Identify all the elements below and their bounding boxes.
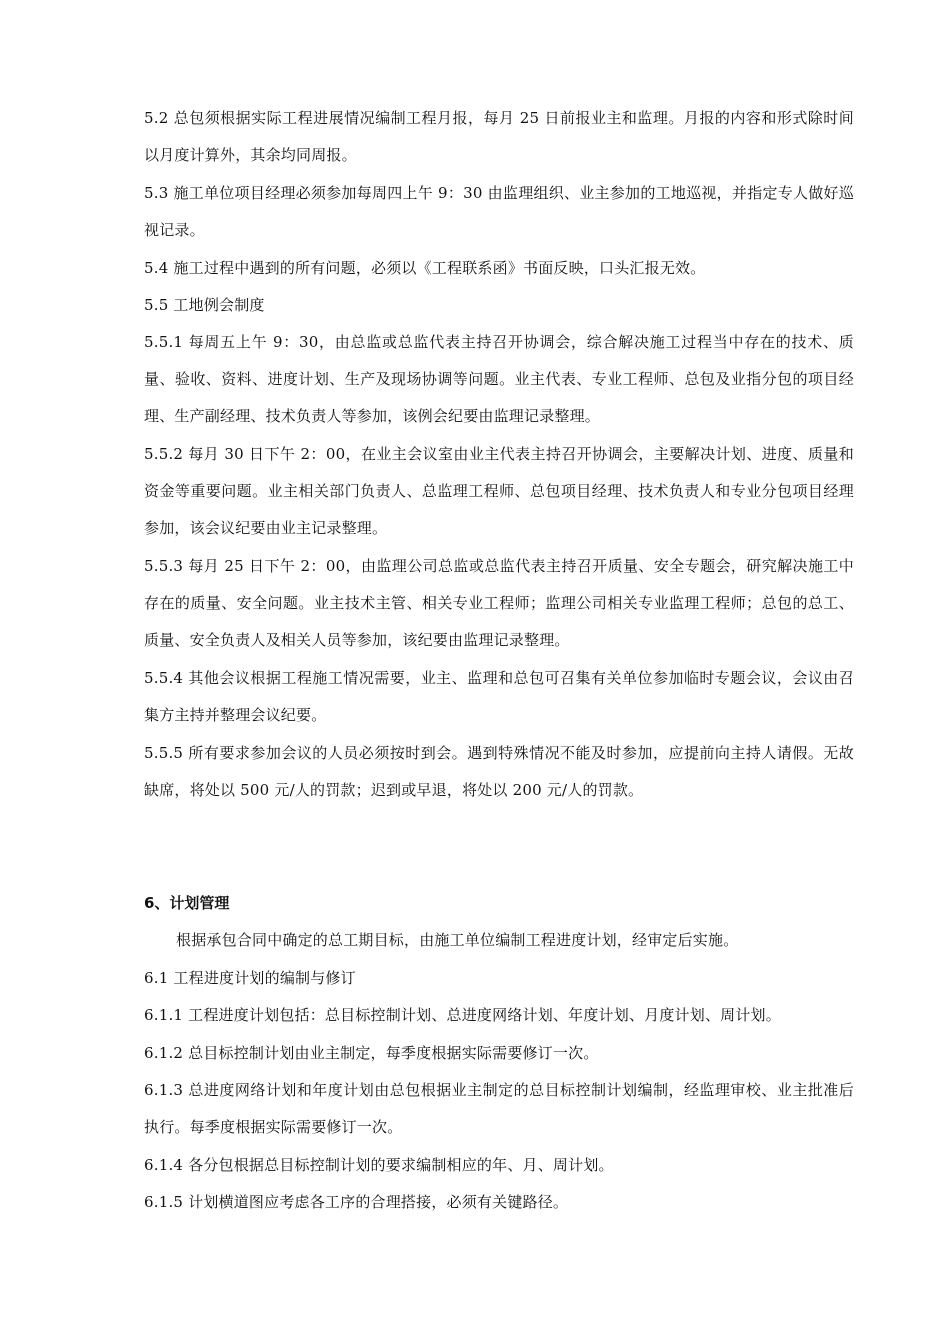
section-6-heading: 6、计划管理	[144, 894, 230, 912]
paragraph-5-5: 5.5 工地例会制度	[144, 296, 265, 314]
paragraph-5-2: 5.2 总包须根据实际工程进展情况编制工程月报，每月 25 日前报业主和监理。月报的内容和形式除时间以月度计算外，其余均同周报。	[144, 109, 854, 164]
paragraph-6-1: 6.1 工程进度计划的编制与修订	[144, 969, 356, 987]
paragraph-6-1-2: 6.1.2 总目标控制计划由业主制定，每季度根据实际需要修订一次。	[144, 1044, 599, 1062]
paragraph-6-1-4: 6.1.4 各分包根据总目标控制计划的要求编制相应的年、月、周计划。	[144, 1156, 614, 1174]
section-6-intro: 根据承包合同中确定的总工期目标，由施工单位编制工程进度计划，经审定后实施。	[176, 931, 739, 949]
paragraph-6-1-5: 6.1.5 计划横道图应考虑各工序的合理搭接，必须有关键路径。	[144, 1193, 569, 1211]
paragraph-5-5-1: 5.5.1 每周五上午 9：30，由总监或总监代表主持召开协调会，综合解决施工过程当中存在的技术、质量、验收、资料、进度计划、生产及现场协调等问题。业主代表、专业工程师、总包及业指分包的项目经理、生产副经理、技术负责人等参加，该例会纪要由监理记录整理。	[144, 333, 854, 425]
paragraph-5-4: 5.4 施工过程中遇到的所有问题，必须以《工程联系函》书面反映，口头汇报无效。	[144, 259, 706, 277]
paragraph-5-5-3: 5.5.3 每月 25 日下午 2：00，由监理公司总监或总监代表主持召开质量、安全专题会，研究解决施工中存在的质量、安全问题。业主技术主管、相关专业工程师；监理公司相关专业监理工程师；总包的总工、质量、安全负责人及相关人员等参加，该纪要由监理记录整理。	[144, 557, 854, 649]
paragraph-6-1-1: 6.1.1 工程进度计划包括：总目标控制计划、总进度网络计划、年度计划、月度计划、周计划。	[144, 1006, 781, 1024]
paragraph-6-1-3: 6.1.3 总进度网络计划和年度计划由总包根据业主制定的总目标控制计划编制，经监理审校、业主批准后执行。每季度根据实际需要修订一次。	[144, 1081, 854, 1136]
paragraph-5-3: 5.3 施工单位项目经理必须参加每周四上午 9：30 由监理组织、业主参加的工地巡视，并指定专人做好巡视记录。	[144, 184, 854, 239]
paragraph-5-5-5: 5.5.5 所有要求参加会议的人员必须按时到会。遇到特殊情况不能及时参加，应提前向主持人请假。无故缺席，将处以 500 元/人的罚款；迟到或早退，将处以 200 元/人的罚款。	[144, 744, 854, 799]
paragraph-5-5-4: 5.5.4 其他会议根据工程施工情况需要，业主、监理和总包可召集有关单位参加临时专题会议，会议由召集方主持并整理会议纪要。	[144, 669, 854, 724]
paragraph-5-5-2: 5.5.2 每月 30 日下午 2：00，在业主会议室由业主代表主持召开协调会，主要解决计划、进度、质量和资金等重要问题。业主相关部门负责人、总监理工程师、总包项目经理、技术负责人和专业分包项目经理参加，该会议纪要由业主记录整理。	[144, 445, 854, 537]
